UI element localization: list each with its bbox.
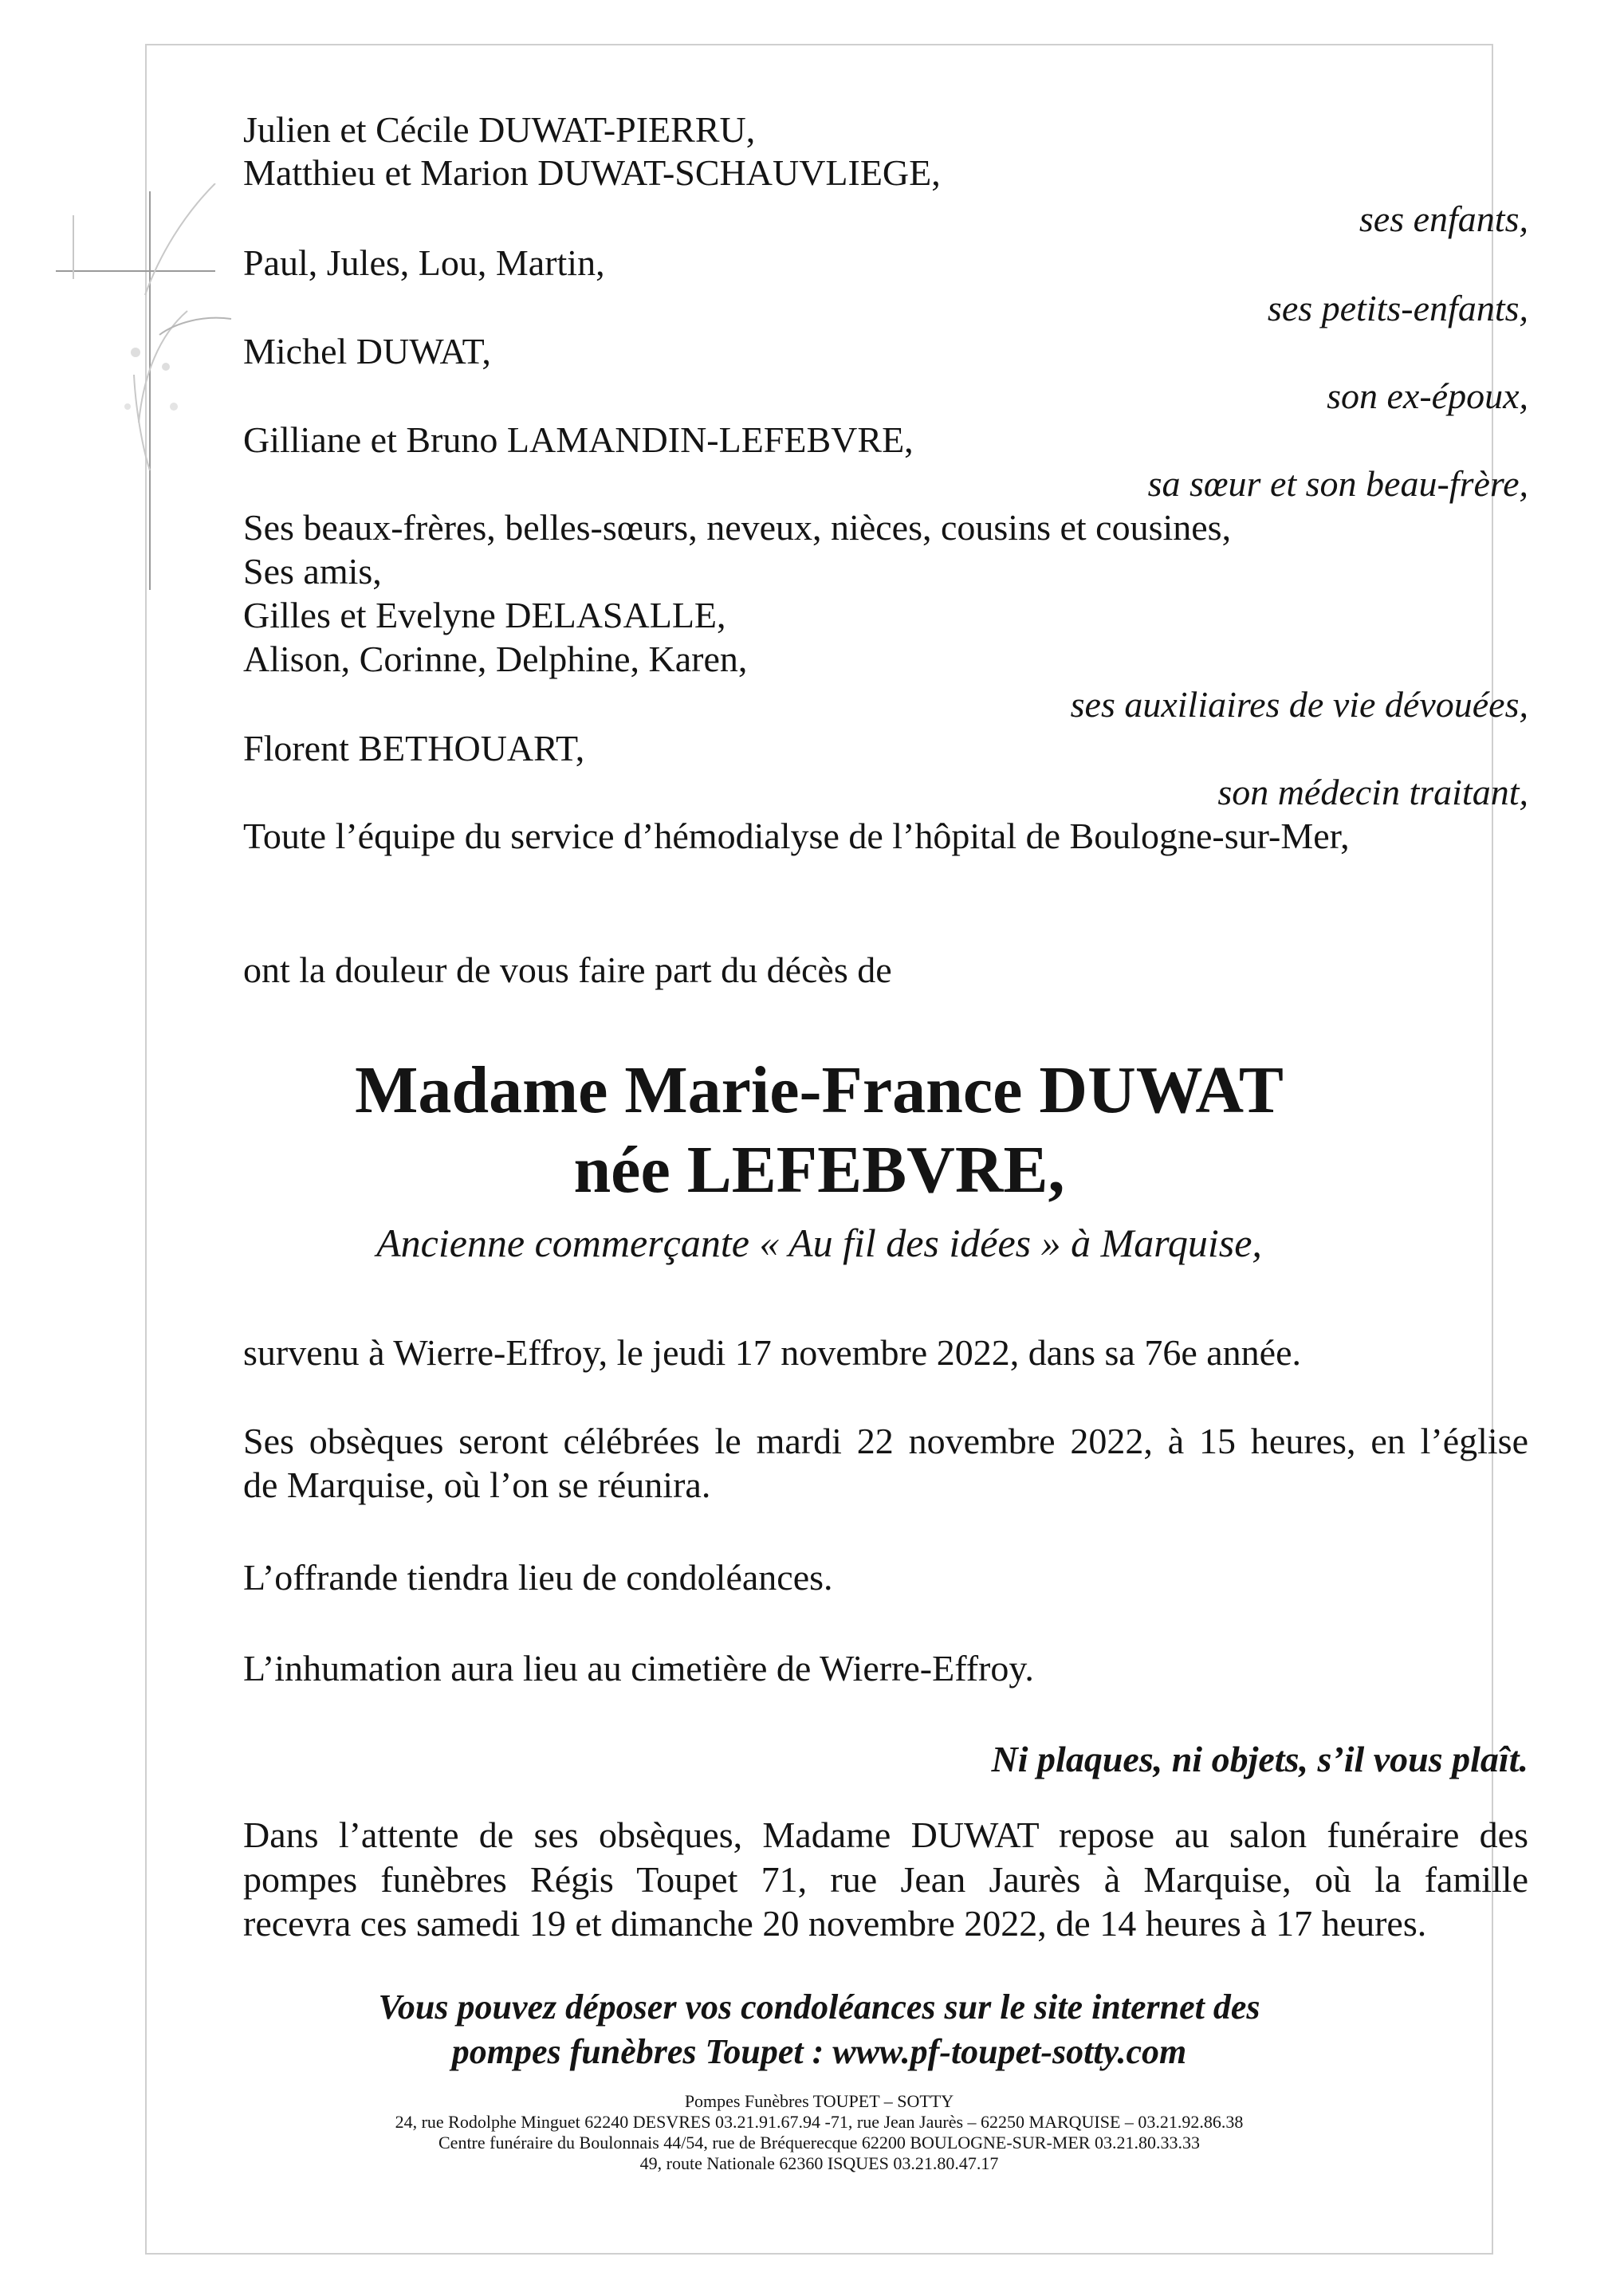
footer-address-3: 49, route Nationale 62360 ISQUES 03.21.80.47.17: [639, 2153, 999, 2173]
deceased-name: Madame Marie-France DUWAT: [355, 1053, 1284, 1127]
family-sister: Gilliane et Bruno LAMANDIN-LEFEBVRE,: [243, 419, 914, 460]
funeral-line-1: Ses obsèques seront célébrées le mardi 22 novembre 2022, à 15 heures, en l’église: [243, 1421, 1528, 1461]
condolences-line-1: Vous pouvez déposer vos condoléances sur le site internet des: [378, 1987, 1260, 2027]
deceased-maiden-name: née LEFEBVRE,: [573, 1133, 1065, 1207]
announcement: ont la douleur de vous faire part du décès de: [243, 949, 892, 990]
relation-grandchildren: ses petits-enfants,: [1267, 288, 1528, 328]
footer-address-1: 24, rue Rodolphe Minguet 62240 DESVRES 03.21.91.67.94 -71, rue Jean Jaurès – 62250 MARQUISE – 03.21.92.86.38: [395, 2112, 1244, 2132]
family-grandchildren: Paul, Jules, Lou, Martin,: [243, 242, 605, 283]
offering: L’offrande tiendra lieu de condoléances.: [243, 1557, 833, 1598]
relation-doctor: son médecin traitant,: [1217, 772, 1528, 812]
family-friends: Ses amis,: [243, 551, 382, 592]
rest-line-1: Dans l’attente de ses obsèques, Madame DUWAT repose au salon funéraire des: [243, 1814, 1528, 1855]
family-children-line-1: Julien et Cécile DUWAT-PIERRU,: [243, 109, 756, 150]
family-doctor: Florent BETHOUART,: [243, 728, 585, 769]
no-plaques-note: Ni plaques, ni objets, s’il vous plaît.: [991, 1739, 1528, 1779]
burial: L’inhumation aura lieu au cimetière de Wierre-Effroy.: [243, 1648, 1034, 1689]
family-hospital: Toute l’équipe du service d’hémodialyse de l’hôpital de Boulogne-sur-Mer,: [243, 816, 1350, 856]
footer-company: Pompes Funèbres TOUPET – SOTTY: [684, 2091, 954, 2111]
relation-sister: sa sœur et son beau-frère,: [1147, 463, 1528, 504]
cross-flower-icon: [56, 183, 247, 598]
deceased-occupation: Ancienne commerçante « Au fil des idées » à Marquise,: [376, 1221, 1262, 1265]
relation-ex-husband: son ex-époux,: [1327, 375, 1528, 416]
relation-children: ses enfants,: [1359, 199, 1528, 239]
family-delasalle: Gilles et Evelyne DELASALLE,: [243, 595, 726, 635]
family-aides: Alison, Corinne, Delphine, Karen,: [243, 639, 748, 679]
family-children-line-2: Matthieu et Marion DUWAT-SCHAUVLIEGE,: [243, 152, 941, 193]
rest-line-3: recevra ces samedi 19 et dimanche 20 novembre 2022, de 14 heures à 17 heures.: [243, 1903, 1427, 1944]
death-details: survenu à Wierre-Effroy, le jeudi 17 novembre 2022, dans sa 76e année.: [243, 1332, 1302, 1373]
relation-aides: ses auxiliaires de vie dévouées,: [1070, 684, 1528, 725]
footer-address-2: Centre funéraire du Boulonnais 44/54, rue de Bréquerecque 62200 BOULOGNE-SUR-MER 03.21.80.33.33: [438, 2133, 1200, 2152]
family-in-laws: Ses beaux-frères, belles-sœurs, neveux, nièces, cousins et cousines,: [243, 507, 1232, 548]
funeral-line-2: de Marquise, où l’on se réunira.: [243, 1464, 711, 1505]
condolences-line-2: pompes funèbres Toupet : www.pf-toupet-sotty.com: [451, 2032, 1187, 2071]
family-ex-husband: Michel DUWAT,: [243, 331, 491, 372]
rest-line-2: pompes funèbres Régis Toupet 71, rue Jean Jaurès à Marquise, où la famille: [243, 1859, 1528, 1900]
